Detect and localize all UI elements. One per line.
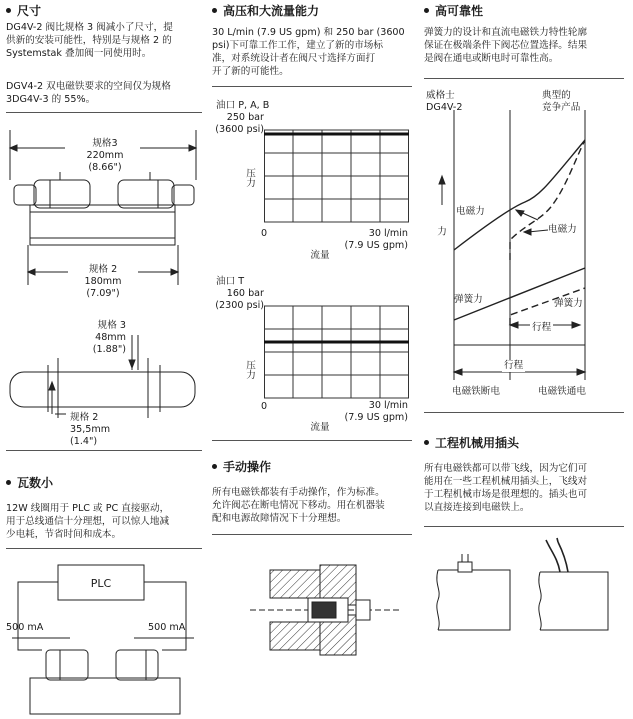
chart1-port-label: 油口 P, A, B (216, 100, 270, 111)
chart1-x-max: 30 l/min (7.9 US gpm) (344, 228, 408, 251)
bullet-icon (212, 8, 217, 13)
chart2-x-axis-label: 流量 (310, 422, 330, 433)
solenoid-off-label: 电磁铁断电 (452, 386, 500, 397)
low-wattage-paragraph: 12W 线圈用于 PLC 或 PC 直接驱动， 用于总线通信十分理想，可以惊人地减 少电耗，节省时间和成本。 (6, 503, 170, 540)
chart2-port-label: 油口 T (216, 276, 245, 287)
section-title-reliability: 高可靠性 (424, 2, 483, 19)
section-title-low-wattage: 瓦数小 (6, 474, 53, 491)
divider (424, 412, 624, 413)
divider (424, 526, 624, 527)
brand-label: 威格士 DG4V-2 (426, 90, 463, 113)
chart2-pressure-label: 160 bar (2300 psi) (215, 288, 264, 311)
bullet-icon (424, 440, 429, 445)
divider (212, 86, 412, 87)
chart1-grid (264, 128, 410, 224)
manual-paragraph: 所有电磁铁都装有手动操作，作为标准。 允许阀芯在断电情况下移动。用在机器装 配和电源故障情况下十分理想。 (212, 487, 385, 524)
chart2-x-zero: 0 (261, 401, 268, 412)
dim-size3-width: 规格 3 48mm (1.88") (92, 320, 126, 355)
bullet-icon (6, 480, 11, 485)
chart1-pressure-label: 250 bar (3600 psi) (215, 112, 264, 135)
divider (212, 440, 412, 441)
bullet-icon (6, 8, 11, 13)
bullet-icon (212, 464, 217, 469)
divider (6, 450, 202, 451)
solenoid-force-label-1: 电磁力 (456, 206, 485, 217)
spring-force-label-2: 弹簧力 (554, 298, 583, 309)
divider (212, 534, 412, 535)
stroke-inner-label: 行程 (532, 322, 552, 333)
solenoid-force-label-2: 电磁力 (548, 224, 577, 235)
divider (424, 78, 624, 79)
pressure-paragraph: 30 L/min (7.9 US gpm) 和 250 bar (3600 psi)下可靠工作工作，建立了新的市场标 准，对系统设计者在阀尺寸选择方面打 开了新的可能性。 (212, 27, 405, 77)
plug-paragraph: 所有电磁铁都可以带飞线，因为它们可 能用在一些工程机械用插头上，飞线对 于工程机械市场是很理想的。插头也可 以直接连接到电磁铁上。 (424, 463, 588, 513)
spring-force-label-1: 弹簧力 (454, 294, 483, 305)
chart1-y-axis-label: 压力 (244, 168, 255, 188)
section-title-size: 尺寸 (6, 2, 41, 19)
solenoid-on-label: 电磁铁通电 (538, 386, 586, 397)
size-paragraph-1: DG4V-2 阀比规格 3 阀减小了尺寸，提 供新的安装可能性，特别是与规格 2 的 Systemstak 叠加阀一同使用时。 (6, 22, 173, 59)
competitor-label: 典型的 竞争产品 (542, 90, 581, 113)
section-title-pressure: 高压和大流量能力 (212, 2, 319, 19)
divider (6, 112, 202, 113)
bullet-icon (424, 8, 429, 13)
dim-size2-width: 规格 2 35,5mm (1.4") (70, 412, 111, 447)
chart1-x-zero: 0 (261, 228, 268, 239)
current-left-label: 500 mA (6, 622, 44, 633)
plug-drawings (430, 540, 630, 650)
dim-size3-length: 规格3 220mm (8.66") (86, 138, 124, 173)
dim-size2-length: 规格 2 180mm (7.09") (84, 264, 122, 299)
chart2-grid (264, 304, 410, 400)
divider (6, 548, 202, 549)
size-paragraph-2: DGV4-2 双电磁铁要求的空间仅为规格 3DG4V-3 的 55%。 (6, 81, 171, 105)
force-axis-label: 力 (435, 226, 446, 236)
section-title-plug: 工程机械用插头 (424, 434, 519, 451)
reliability-paragraph: 弹簧力的设计和直流电磁铁力特性轮廓 保证在极端条件下阀芯位置选择。结果 是阀在通电或断电时可靠性高。 (424, 27, 588, 64)
plc-label: PLC (90, 577, 112, 590)
force-stroke-chart (430, 110, 630, 390)
manual-override-drawing (250, 560, 410, 660)
chart2-x-max: 30 l/min (7.9 US gpm) (344, 400, 408, 423)
section-title-manual: 手动操作 (212, 458, 271, 475)
chart2-y-axis-label: 压力 (244, 360, 255, 380)
chart1-x-axis-label: 流量 (310, 250, 330, 261)
current-right-label: 500 mA (148, 622, 186, 633)
stroke-outer-label: 行程 (504, 360, 524, 371)
